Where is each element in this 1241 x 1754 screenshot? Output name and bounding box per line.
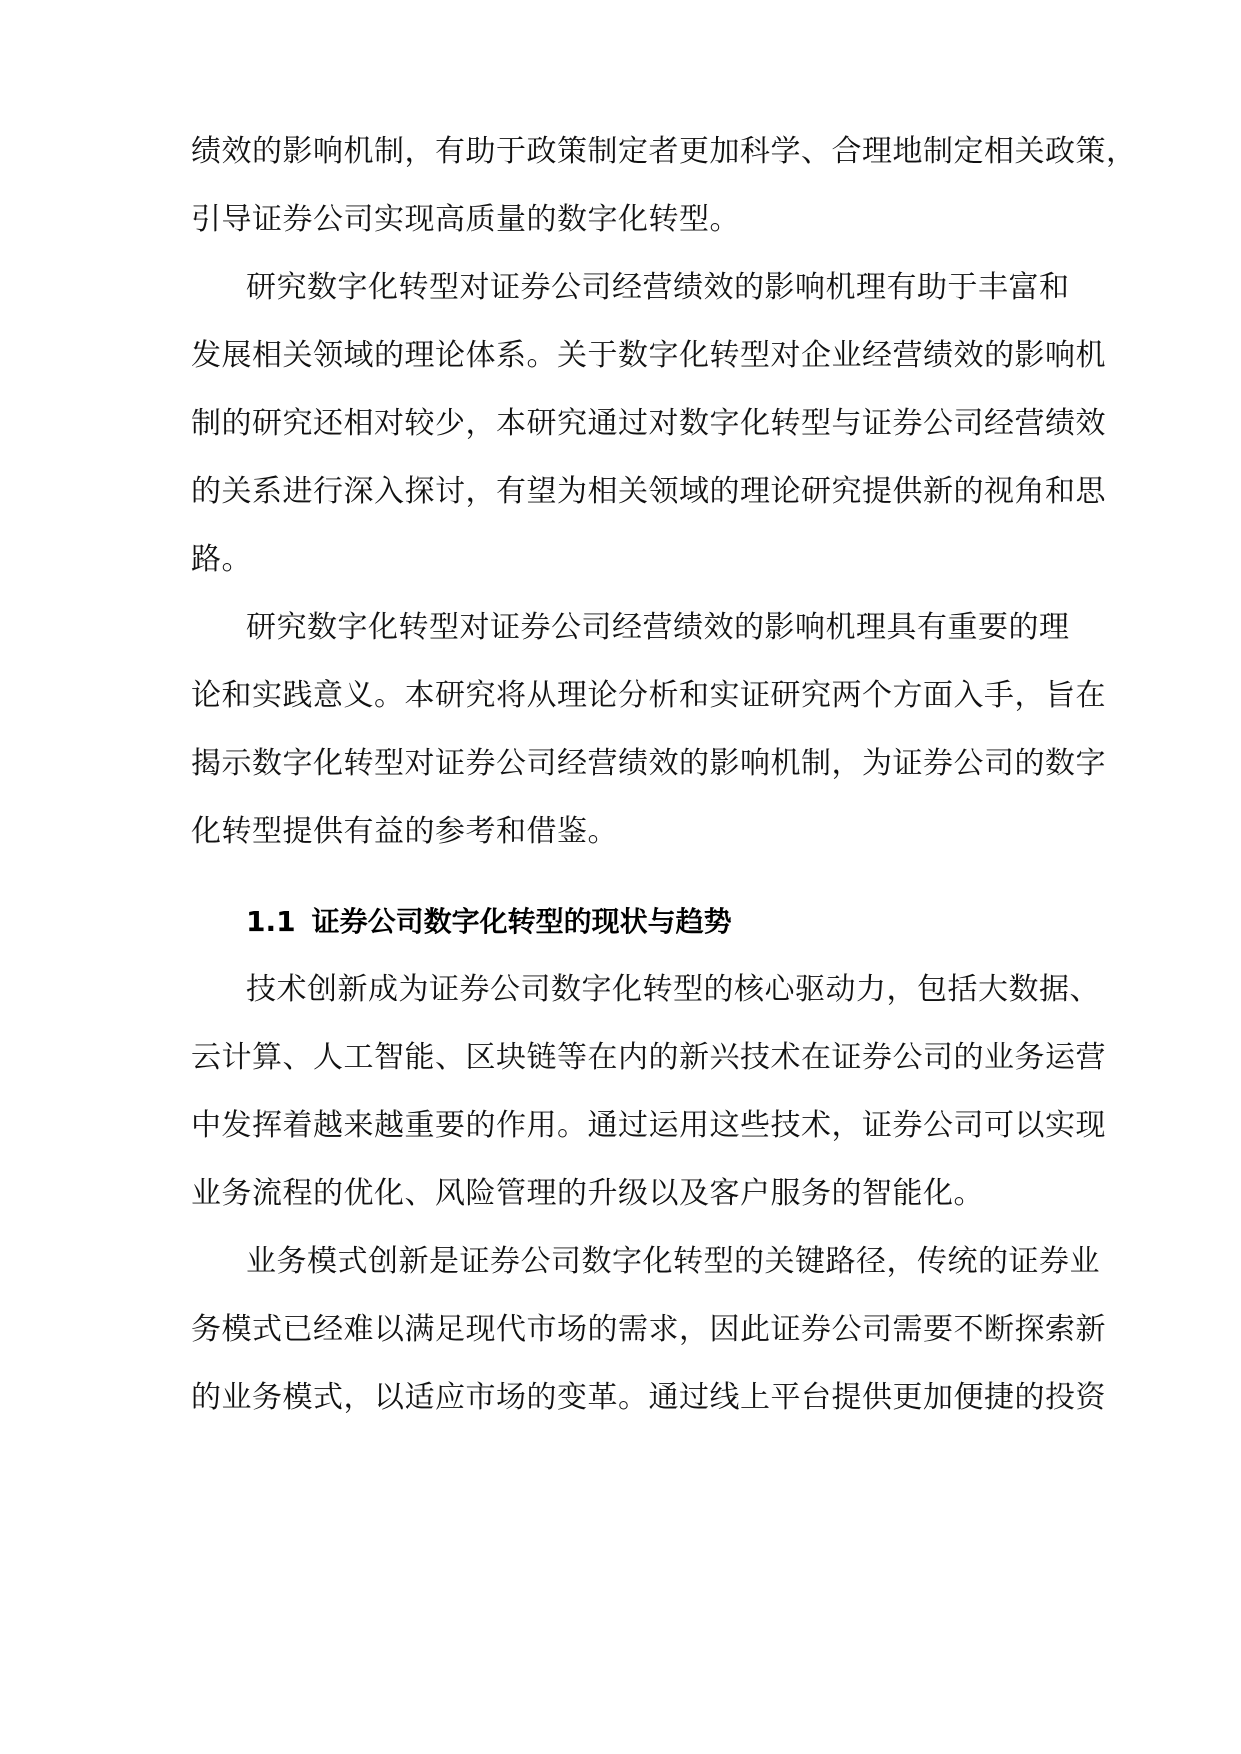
paragraph-line: 技术创新成为证券公司数字化转型的核心驱动力，包括大数据、 xyxy=(246,972,1100,1007)
paragraph-line: 务模式已经难以满足现代市场的需求，因此证券公司需要不断探索新 xyxy=(191,1312,1106,1347)
paragraph-line: 的关系进行深入探讨，有望为相关领域的理论研究提供新的视角和思 xyxy=(191,474,1106,509)
paragraph-line: 研究数字化转型对证券公司经营绩效的影响机理有助于丰富和 xyxy=(246,270,1070,305)
paragraph-line: 制的研究还相对较少，本研究通过对数字化转型与证券公司经营绩效 xyxy=(191,406,1106,441)
paragraph-line: 的业务模式，以适应市场的变革。通过线上平台提供更加便捷的投资 xyxy=(191,1380,1106,1415)
paragraph-line: 绩效的影响机制，有助于政策制定者更加科学、合理地制定相关政策， xyxy=(191,134,1137,169)
paragraph-line: 引导证券公司实现高质量的数字化转型。 xyxy=(191,202,740,237)
section-number: 1.1 xyxy=(246,905,296,938)
paragraph-line: 论和实践意义。本研究将从理论分析和实证研究两个方面入手，旨在 xyxy=(191,678,1106,713)
paragraph-line: 业务模式创新是证券公司数字化转型的关键路径，传统的证券业 xyxy=(246,1244,1100,1279)
paragraph-line: 化转型提供有益的参考和借鉴。 xyxy=(191,814,618,849)
paragraph-line: 研究数字化转型对证券公司经营绩效的影响机理具有重要的理 xyxy=(246,610,1070,645)
paragraph-line: 发展相关领域的理论体系。关于数字化转型对企业经营绩效的影响机 xyxy=(191,338,1106,373)
paragraph-line: 中发挥着越来越重要的作用。通过运用这些技术，证券公司可以实现 xyxy=(191,1108,1106,1143)
section-heading xyxy=(246,902,732,942)
paragraph-line: 揭示数字化转型对证券公司经营绩效的影响机制，为证券公司的数字 xyxy=(191,746,1106,781)
paragraph-line: 业务流程的优化、风险管理的升级以及客户服务的智能化。 xyxy=(191,1176,984,1211)
paragraph-line: 云计算、人工智能、区块链等在内的新兴技术在证券公司的业务运营 xyxy=(191,1040,1106,1075)
section-title: 证券公司数字化转型的现状与趋势 xyxy=(311,905,732,938)
paragraph-line: 路。 xyxy=(191,542,252,577)
